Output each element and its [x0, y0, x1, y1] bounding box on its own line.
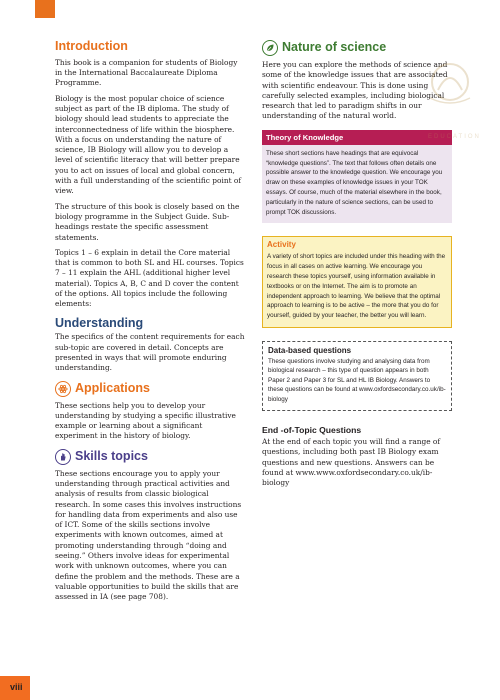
watermark-text: EDUCATION — [428, 134, 481, 140]
intro-paragraph-1: This book is a companion for students of Biology in the International Baccalaureate Diploma Programme. — [55, 57, 238, 88]
leaf-icon — [262, 40, 278, 56]
nature-of-science-heading: Nature of science — [282, 40, 387, 55]
data-based-text: These questions involve studying and analysing data from biological research – this type of question appears in both Paper 2 and Paper 3 for SL and HL IB Biology. Answers to these questions can be found at www.oxfordsecondary.co.uk/ib-biology — [268, 357, 446, 403]
intro-paragraph-2: Biology is the most popular choice of science subject as part of the IB diploma. The study of biology should lead students to appreciate the interconnectedness of life within the biosphere. With a focus on understanding the nature of science, IB Biology will allow you to develop a level of scientific literacy that will better prepare you to act on issues of local and global concern, with a full understanding of the scientific point of view. — [55, 93, 242, 196]
tok-text: These short sections have headings that are equivocal “knowledge questions”. The text that follows often details one possible answer to the knowledge question. We encourage you draw on these examples of knowledge issues in your TOK essays. Of course, much of the material elsewhere in the book, particularly in the nature of science sections, can be used to prompt TOK discussions. — [266, 149, 443, 216]
intro-paragraph-3: The structure of this book is closely based on the biology programme in the Subject Guide. Sub-headings restate the specific assessment statements. — [55, 201, 240, 242]
applications-heading: Applications — [75, 380, 151, 395]
understanding-section — [55, 317, 245, 374]
atom-icon — [55, 381, 71, 397]
skills-heading-row — [55, 449, 245, 465]
data-based-questions-box — [262, 341, 452, 411]
skills-heading: Skills topics — [75, 448, 148, 463]
watermark-logo — [410, 52, 490, 140]
tok-heading: Theory of Knowledge — [262, 130, 452, 145]
understanding-text: The specifics of the content requirements for each sub-topic are covered in detail. Concepts are presented in ways that will promote enduring understanding. — [55, 332, 245, 373]
hand-icon — [55, 449, 71, 465]
applications-section — [55, 381, 245, 442]
left-column — [55, 40, 245, 608]
end-of-topic-text: At the end of each topic you will find a range of questions, including both past IB Biology exam questions and new questions. Answers can be found at www.www.oxfordsecondary.co.uk/ib-biology — [262, 436, 441, 488]
skills-section — [55, 449, 245, 603]
activity-box — [262, 236, 452, 328]
page-number: viii — [10, 682, 23, 692]
top-color-tab — [35, 0, 55, 18]
activity-heading: Activity — [267, 240, 296, 250]
nature-of-science-text: Here you can explore the methods of science and some of the knowledge issues that are associated with scientific endeavour. This is done using carefully selected examples, including biological research that led to paradigm shifts in our understanding of the natural world. — [262, 60, 448, 121]
end-of-topic-heading: End -of-Topic Questions — [262, 424, 362, 435]
applications-text: These sections help you to develop your understanding by studying a specific illustrative example or learning about a significant experiment in the history of biology. — [55, 400, 236, 441]
applications-heading-row — [55, 381, 245, 397]
introduction-heading: Introduction — [55, 39, 128, 53]
understanding-heading: Understanding — [55, 315, 144, 330]
activity-text: A variety of short topics are included under this heading with the focus in all cases on active learning. We encourage you research these topics yourself, using information available in textbooks or on the Internet. The aim is to promote an independent approach to learning. We believe that the optimal approach to learning is to be active – the more that you do for yourself, guided by your teacher, the better you will learn. — [267, 253, 446, 320]
intro-paragraph-4: Topics 1 – 6 explain in detail the Core material that is common to both SL and HL courses. Topics 7 – 11 explain the AHL (additional higher level material). Topics A, B, C and D cover the content of the options. All topics include the following elements: — [55, 247, 244, 309]
skills-text: These sections encourage you to apply your understanding through practical activities and analysis of results from classic biological research. In some cases this involves instructions for handling data from experiments and also use of ICT. Some of the skills sections involve experiments with known outcomes, aimed at promoting understanding through “doing and seeing.” Others involve ideas for experimental work with unknown outcomes, where you can define the problem and the methods. These are a valuable opportunities to build the skills that are assessed in IA (see page 708). — [55, 468, 242, 602]
theory-of-knowledge-box — [262, 130, 452, 224]
data-based-heading: Data-based questions — [268, 345, 352, 355]
